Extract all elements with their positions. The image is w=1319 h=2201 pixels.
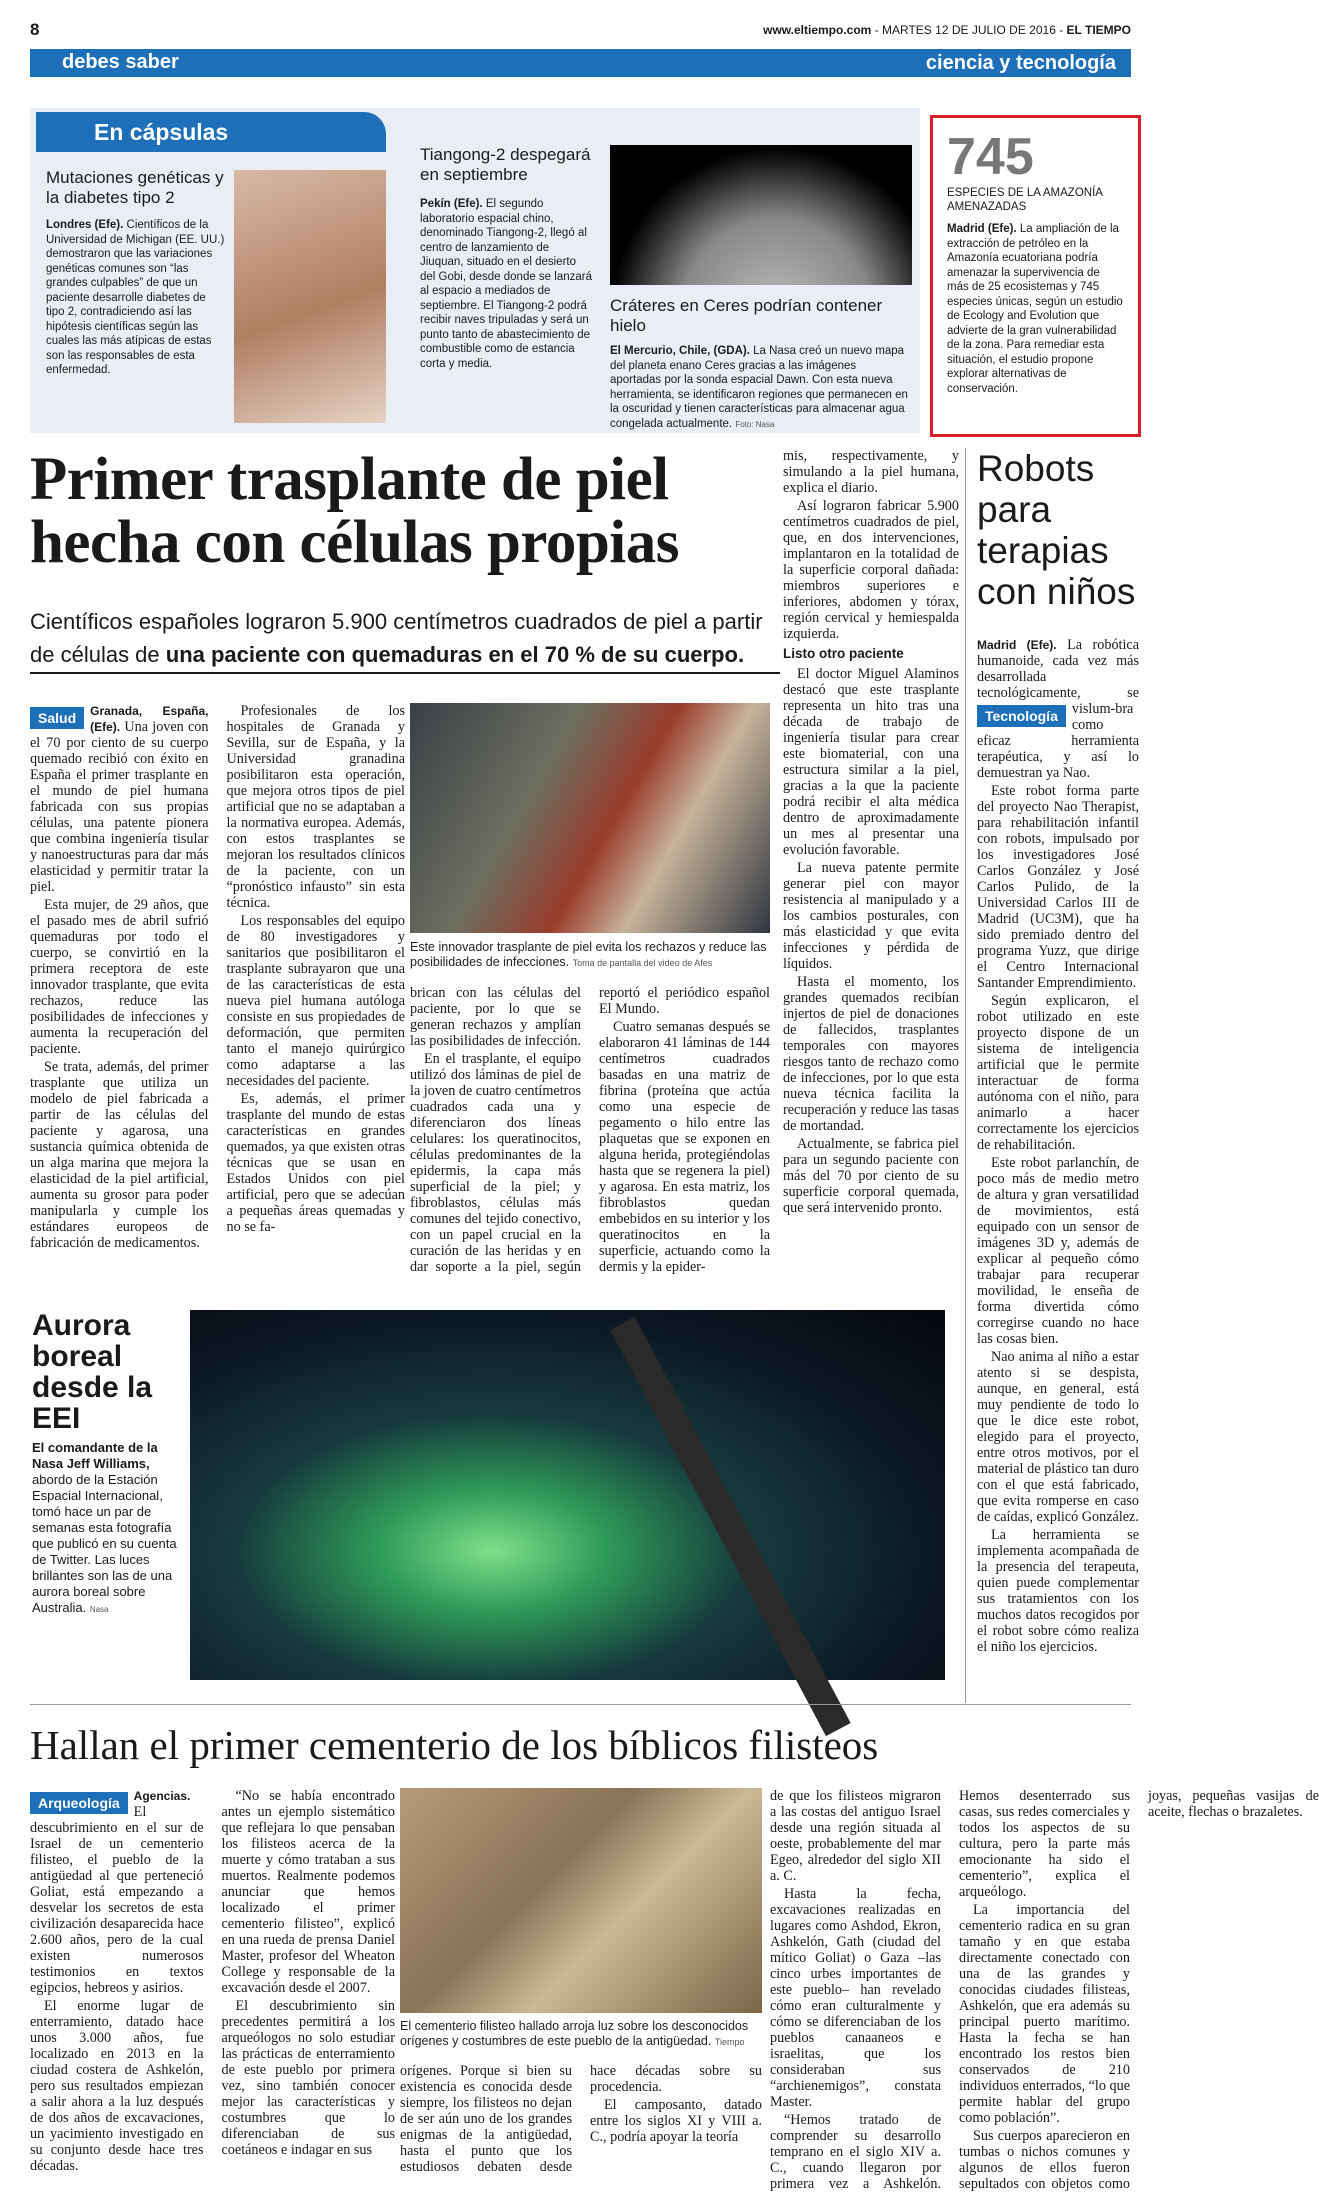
capsule-3-dateline: El Mercurio, Chile, (GDA).	[610, 345, 750, 357]
main-dateline: Granada, España, (Efe).	[90, 704, 209, 734]
main-p8b: mis, respectivamente, y simulando a la piel humana, explica el diario.	[783, 448, 959, 496]
main-body-far-right	[783, 448, 959, 1288]
filisteos-p8: La importancia del cementerio radica en su gran tamaño y en que estaba directamente conectado con una de las grandes y conocidas ciudades filisteas, Ashkelón, que era además su principal puerto marítimo. Hasta la fecha se han encontrado los restos bien conservados de 210 individuos enterrados, “lo que permite hablar del grupo como población”.	[959, 1902, 1130, 2126]
main-deck-bold: una paciente con quemaduras en el 70 % de su cuerpo.	[165, 642, 745, 667]
filisteos-body-left	[30, 1788, 395, 2193]
section-right: ciencia y tecnología	[925, 52, 1116, 74]
filisteos-p5b: de que los filisteos migraron a las costas del antiguo Israel desde una región situada al oeste, probablemente del mar Egeo, alrededor del siglo XII a. C.	[770, 1788, 941, 1884]
filisteos-p6: Hasta la fecha, excavaciones realizadas en lugares como Ashdod, Ekron, Ashkelón, Gath (ciudad del mítico Goliat) o Gaza –las cinco urbes importantes de este pueblo– han revelado cómo eran culturalmente y cómo se diferenciaban de los pueblos canaaneos e israelitas, que los consideraban sus “archienemigos”, constata Master.	[770, 1886, 941, 2110]
main-headline: Primer trasplante de piel hecha con células propias	[30, 446, 679, 576]
main-p7: En el trasplante, el equipo utilizó dos láminas de piel de la joven de cuatro centímetros cuadrados cada una y diferenciaron dos líneas celulares: los queratinocitos, células predominantes de la epidermis, la capa más superficial de la piel; y fibroblastos, células más comunes del tejido conectivo, con un papel crucial en la curación de las heridas y en dar soporte a la piel, según reportó el periódico español El Mundo.	[410, 985, 770, 1275]
capsule-1-headline: Mutaciones genéticas y la diabetes tipo 2	[46, 168, 224, 207]
filisteos-body-right	[770, 1788, 1319, 2193]
robots-divider	[965, 448, 966, 1703]
iss-arm	[610, 1317, 851, 1736]
robots-p2: Este robot forma parte del proyecto Nao Therapist, para rehabilitación infantil con robots, impulsado por los investigadores José Carlos González y José Carlos Pulido, de la Universidad Carlos III de Madrid (UC3M), que ha sido premiado dentro del programa Yuzz, que dirige el Centro Internacional Santander Emprendimiento.	[977, 783, 1139, 991]
header-info	[763, 23, 1131, 37]
capsule-1-dateline: Londres (Efe).	[46, 219, 124, 231]
capsule-3-headline: Cráteres en Ceres podrían contener hielo	[610, 296, 883, 335]
main-p12: Hasta el momento, los grandes quemados recibían injertos de piel de donaciones de fallecidos, trasplantes temporales con mayores riesgos tanto de rechazo como de infecciones, por lo que esta nueva técnica facilita la recuperación y reduce las tasas de mortandad.	[783, 974, 959, 1134]
main-p6b: brican con las células del paciente, por lo que se generan rechazos y amplían las posibilidades de infección.	[410, 985, 581, 1049]
surgery-photo	[410, 703, 770, 933]
capsule-4-body: La ampliación de la extracción de petróleo en la Amazonía ecuatoriana podría amenazar la supervivencia de más de 25 ecosistemas y 745 especies únicas, según un estudio de Ecology and Evolution que advierte de la gran vulnerabilidad de la zona. Para remediar esta situación, el estudio propone explorar alternativas de conservación.	[947, 223, 1123, 395]
main-deck	[30, 605, 780, 671]
filisteos-dateline: Agencias.	[133, 1789, 191, 1803]
filisteos-top-rule	[30, 1704, 1131, 1705]
filisteos-caption	[400, 2019, 762, 2050]
main-body-right	[410, 985, 770, 1280]
filisteos-headline: Hallan el primer cementerio de los bíblicos filisteos	[30, 1722, 879, 1768]
filisteos-caption-credit: Tiempo	[714, 2037, 745, 2047]
tag-salud[interactable]: Salud	[30, 707, 84, 729]
filisteos-p3: “No se había encontrado antes un ejemplo sistemático que reflejara lo que pensaban los filisteos acerca de la muerte y cómo trataban a sus muertos. Realmente podemos anunciar que hemos localizado el primer cementerio filisteo”, explicó en una rueda de prensa Daniel Master, profesor del Wheaton College y responsable de la excavación desde el 2007.	[221, 1788, 395, 1996]
main-caption-text: Este innovador trasplante de piel evita los rechazos y reduce las posibilidades de infecciones.	[410, 940, 767, 969]
aurora-body: abordo de la Estación Espacial Internacional, tomó hace un par de semanas esta fotografía que publicó en su cuenta de Twitter. Las luces brillantes son las de una aurora boreal sobre Australia.	[32, 1472, 177, 1615]
tag-arqueologia[interactable]: Arqueología	[30, 1792, 128, 1814]
site-url[interactable]: www.eltiempo.com	[763, 23, 872, 37]
filisteos-p4b: orígenes. Porque si bien su existencia es conocida desde siempre, los filisteos no dejan de ser aún uno de los grandes enigmas de la antigüedad, hasta el punto que los estudiosos debaten desde hace décadas sobre su procedencia.	[400, 2063, 762, 2175]
robots-p1-rest: bra como eficaz herramienta terapéutica, y así lo demuestran ya Nao.	[977, 701, 1139, 781]
filisteos-p9: Sus cuerpos aparecieron en tumbas o nichos comunes y algunos de ellos fueron sepultados con objetos como joyas, pequeñas vasijas de aceite, flechas o brazaletes.	[959, 1788, 1319, 2192]
robots-p6: La herramienta se implementa acompañada de la presencia del terapeuta, quien puede complementar sus tratamientos con los muchos datos recogidos por el robot sobre cómo realiza el niño los ejercicios.	[977, 1527, 1139, 1655]
main-p1: Una joven con el 70 por ciento de su cuerpo quemado recibió con éxito en España el primer trasplante en el mundo de piel humana fabricada con sus propias células, una patente pionera que combina ingeniería tisular y nanoestructuras para dar más elasticidad y permitir tratar la piel.	[30, 719, 209, 895]
filisteos-p7: “Hemos tratado de comprender su desarrollo temprano en el siglo XIV a. C., cuando llegaron por primera vez a Ashkelón. Hemos desenterrado sus casas, sus redes comerciales y todos los aspectos de su cultura, pero la parte más emocionante ha sido el cementerio”, explica el arqueólogo.	[770, 1788, 1130, 2192]
capsule-4-dateline: Madrid (Efe).	[947, 223, 1017, 235]
aurora-photo	[190, 1310, 945, 1680]
main-p4: Profesionales de los hospitales de Granada y Sevilla, sur de España, y la Universidad granadina posibilitaron esta operación, que mejora otros tipos de piel artificial que no se adaptaban a la normativa europea. Además, con estos trasplantes se mejoran los resultados clínicos de la paciente, con un “pronóstico infausto” sin esta técnica.	[226, 703, 405, 911]
filisteos-p1: El descubrimiento en el sur de Israel de un cementerio filisteo, el pueblo de la antigüedad al que perteneció Goliat, está empezando a desvelar los secretos de esta civilización desaparecida hace 2.600 años, pero de la cual existen numerosos testimonios en textos egipcios, hebreos y asirios.	[30, 1804, 204, 1996]
capsule-4-label: ESPECIES DE LA AMAZONÍA AMENAZADAS	[947, 187, 1103, 213]
capsulas-title: En cápsulas	[36, 112, 386, 152]
capsule-2-body: El segundo laboratorio espacial chino, denominado Tiangong-2, llegó al centro de lanzamiento de Jiuquan, situado en el desierto del Gobi, desde donde se lanzará al espacio a mediados de septiembre. El Tiangong-2 podrá recibir naves tripuladas y será un punto tanto de abastecimiento de combustible como de estancia corta y media.	[420, 198, 592, 370]
filisteos-body-mid	[400, 2063, 762, 2193]
aurora-credit: Nasa	[89, 1605, 109, 1614]
main-caption	[410, 940, 770, 971]
main-subhead: Listo otro paciente	[783, 646, 904, 661]
capsule-1	[46, 168, 226, 378]
main-p3: Se trata, además, del primer trasplante que utiliza un modelo de piel fabricada a partir de las células del paciente y agarosa, una sustancia química obtenida de un alga marina que mejora la elasticidad de la piel artificial, aumenta su grosor para poder manipularla y cumple los estándares europeos de fabricación de medicamentos.	[30, 1059, 209, 1251]
robots-p4: Este robot parlanchín, de poco más de medio metro de altura y gran versatilidad de movimientos, está equipado con un sensor de imágenes 3D y, además de explicar al pequeño cómo trabajar para recuperar movilidad, le enseña de forma divertida cómo corregirse cuando no hace las cosas bien.	[977, 1155, 1139, 1347]
robots-p5: Nao anima al niño a estar atento si se despista, aunque, en general, está muy pendiente de todo lo que le dice este robot, elegido para el proyecto, entre otros motivos, por el material de plástico tan duro con el que está fabricado, que evita romperse en caso de caídas, explicó González.	[977, 1349, 1139, 1525]
main-body-left	[30, 703, 405, 1281]
capsule-3-credit: Foto: Nasa	[735, 419, 775, 429]
robots-p1-lead: La robótica humanoide, cada vez más desarrollada tecnológicamente, se vislum-	[977, 637, 1140, 717]
robots-headline: Robots para terapias con niños	[977, 448, 1136, 612]
aurora-headline: Aurora boreal desde la EEI	[32, 1309, 153, 1435]
main-p13: Actualmente, se fabrica piel para un segundo paciente con más del 70 por ciento de su superficie corporal quemada, que será intervenido pronto.	[783, 1136, 959, 1216]
main-p11: La nueva patente permite generar piel con mayor resistencia al manipulado y a los cambios posturales, con más elasticidad y que evita infecciones y pérdida de líquidos.	[783, 860, 959, 972]
robots-p3: Según explicaron, el robot utilizado en este proyecto dispone de un sistema de inteligencia artificial que le permite interactuar de forma autónoma con el niño, para animarlo a hacer correctamente los ejercicios de rehabilitación.	[977, 993, 1139, 1153]
aurora-lead: El comandante de la Nasa Jeff Williams,	[32, 1440, 158, 1471]
tag-tecnologia[interactable]: Tecnología	[977, 705, 1066, 727]
deck-rule	[30, 672, 780, 674]
capsule-3	[610, 296, 910, 432]
main-p10: El doctor Miguel Alaminos destacó que este trasplante representa un hito tras una década de trabajo de ingeniería tisular para crear este biomaterial, con una estructura similar a la piel, gracias a la que la paciente podrá recibir el alta médica dentro de aproximadamente un mes al presentar una evolución favorable.	[783, 666, 959, 858]
filisteos-p4a: El descubrimiento sin precedentes permitirá a los arqueólogos no solo estudiar las prácticas de enterramiento de este pueblo por primera vez, sino también conocer mejor las características y costumbres que lo diferenciaban de sus coetáneos e indagar en sus	[221, 1998, 395, 2158]
robots-dateline: Madrid (Efe).	[977, 638, 1057, 652]
main-deck-normal: Científicos españoles lograron 5.900 centímetros cuadrados de piel a partir de células de	[30, 609, 763, 667]
capsule-1-photo	[234, 170, 386, 423]
ceres-photo	[610, 145, 912, 285]
capsule-2	[420, 145, 592, 371]
capsule-2-dateline: Pekín (Efe).	[420, 198, 483, 210]
robots-body	[977, 637, 1139, 1717]
main-p8a: Cuatro semanas después se elaboraron 41 láminas de 144 centímetros cuadrados basadas en una matriz de fibrina (proteína que actúa como una especie de pegamento o hilo entre las plaquetas que se exponen en alguna herida, protegiéndolas hasta que se regenera la piel) y agarosa. En esta matriz, los fibroblastos quedan embebidos en su interior y los queratinocitos en la superficie, actuando como la dermis y la epider-	[599, 1019, 770, 1275]
filisteos-p5a: El camposanto, datado entre los siglos XI y VIII a. C., podría apoyar la teoría	[590, 2097, 762, 2145]
main-p6a: Es, además, el primer trasplante del mundo de estas características en grandes quemados, ya que existen otras técnicas que se usan en Estados Unidos con piel artificial, pero que se adecúan a pequeñas áreas quemadas y no se fa-	[226, 1091, 405, 1235]
capsule-4-number: 745	[947, 128, 1034, 186]
page-number: 8	[30, 20, 40, 39]
main-p2: Esta mujer, de 29 años, que el pasado mes de abril sufrió quemaduras por todo el cuerpo, se convirtió en la primera receptora de este innovador trasplante, que evita rechazos, reduce las posibilidades de infecciones y aumenta la recuperación del paciente.	[30, 897, 209, 1057]
main-p5: Los responsables del equipo de 80 investigadores y sanitarios que posibilitaron el trasplante subrayaron que una de las características de esta nueva piel humana autóloga consiste en sus propiedades de deformación, que permiten tanto el manejo quirúrgico como adaptarse a las necesidades del paciente.	[226, 913, 405, 1089]
filisteos-caption-text: El cementerio filisteo hallado arroja luz sobre los desconocidos orígenes y costumbres de este pueblo de la antigüedad.	[400, 2019, 749, 2048]
main-p9: Así lograron fabricar 5.900 centímetros cuadrados de piel, que, en dos intervenciones, implantaron en la totalidad de la superficie corporal dañada: miembros superiores e inferiores, abdomen y tórax, región cervical y hemiespalda izquierda.	[783, 498, 959, 642]
filisteos-p2: El enorme lugar de enterramiento, datado hace unos 3.000 años, fue localizado en 2013 en la ciudad costera de Ashkelón, pero sus resultados empiezan a salir ahora a la luz después de dos años de excavaciones, un yacimiento investigado en su conjunto desde hace tres décadas.	[30, 1998, 204, 2174]
issue-date: - MARTES 12 DE JULIO DE 2016 -	[871, 23, 1067, 37]
capsule-1-body: Científicos de la Universidad de Michigan (EE. UU.) demostraron que las variaciones genéticas comunes son “las grandes culpables” de que un paciente desarrolle diabetes de tipo 2, contradiciendo así las hipótesis científicas según las cuales las más atípicas de estas son las responsables de esta enfermedad.	[46, 219, 225, 376]
paper-name: EL TIEMPO	[1066, 23, 1131, 37]
capsule-4-box	[930, 115, 1141, 437]
main-caption-credit: Toma de pantalla del video de Afes	[572, 958, 713, 968]
cemetery-photo	[400, 1788, 762, 2013]
capsule-3-body: La Nasa creó un nuevo mapa del planeta enano Ceres gracias a las imágenes aportadas por la sonda espacial Dawn. Con esta nueva herramienta, se identificaron regiones que permanecen en la oscuridad y tienen características para almacenar agua congelada actualmente.	[610, 345, 908, 430]
aurora-text	[32, 1440, 182, 1618]
section-left: debes saber	[62, 51, 179, 73]
capsule-2-headline: Tiangong-2 despegará en septiembre	[420, 145, 591, 184]
